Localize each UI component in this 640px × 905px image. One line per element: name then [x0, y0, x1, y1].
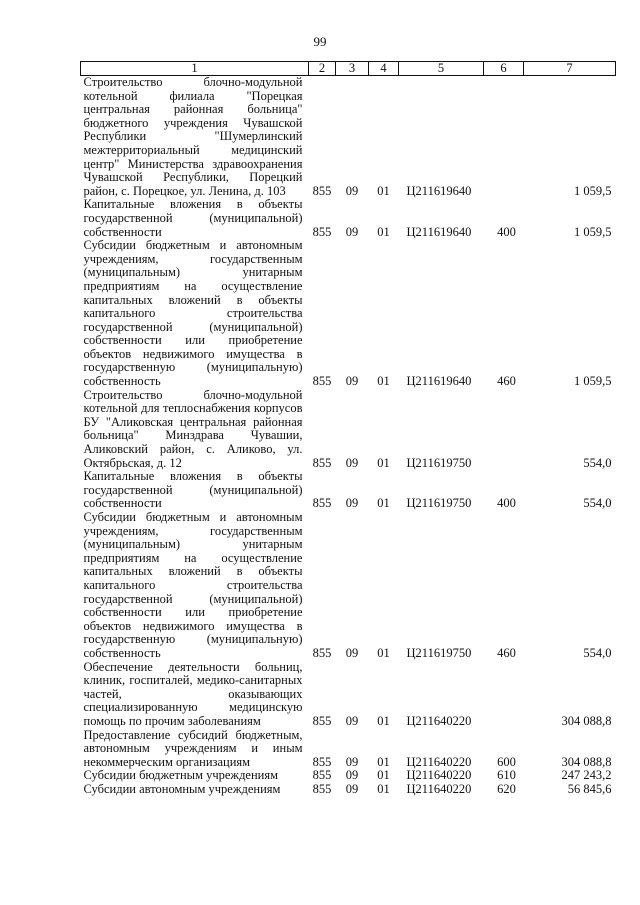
- col-header-4: 4: [369, 62, 399, 76]
- row-admin-code: 855: [312, 713, 332, 728]
- row-admin-code: 855: [312, 496, 332, 511]
- row-expense-type: 400: [497, 224, 516, 239]
- table-row: [81, 769, 616, 783]
- row-name: Строительство блочно-модульной котельной филиала "Порецкая центральная районная больница" бюджетного учреждения Чувашской Республики "Шумерлинский межтерриториальный медицинский центр" Министерства здравоохранения Чувашской Республики, Порецкий район, с. Порецкое, ул. Ленина, д. 103: [83, 75, 303, 198]
- row-subsection: 01: [377, 754, 390, 769]
- budget-table: [80, 61, 616, 796]
- table-row: [81, 198, 616, 239]
- table-row: [81, 76, 616, 199]
- row-admin-code: 855: [312, 455, 332, 470]
- row-expense-type: [484, 76, 524, 199]
- table-row: [81, 511, 616, 661]
- table-row: [81, 661, 616, 729]
- table-row: [81, 783, 616, 797]
- row-expense-type: 460: [497, 374, 516, 389]
- row-amount: 304 088,8: [561, 713, 612, 728]
- row-section: 09: [345, 455, 359, 470]
- row-amount: 554,0: [583, 455, 612, 470]
- row-section: 09: [345, 768, 359, 783]
- col-header-3: 3: [336, 62, 369, 76]
- col-header-7: 7: [524, 62, 616, 76]
- row-target-article: Ц211640220: [406, 713, 472, 728]
- row-admin-code: 855: [312, 645, 332, 660]
- row-amount: 1 059,5: [574, 183, 612, 198]
- table-row: [81, 239, 616, 389]
- row-section: 09: [345, 754, 359, 769]
- table-row: [81, 729, 616, 770]
- row-name: Субсидии автономным учреждениям: [83, 781, 281, 796]
- row-subsection: 01: [377, 645, 390, 660]
- row-amount: 247 243,2: [561, 768, 612, 783]
- row-target-article: Ц211619640: [406, 374, 472, 389]
- row-section: 09: [345, 781, 359, 796]
- row-expense-type: [484, 661, 524, 729]
- col-header-5: 5: [399, 62, 484, 76]
- row-name: Предоставление субсидий бюджетным, автономным учреждениям и иным некоммерческим организациям: [83, 727, 303, 769]
- row-target-article: Ц211619750: [406, 455, 472, 470]
- row-subsection: 01: [377, 455, 390, 470]
- row-admin-code: 855: [312, 374, 332, 389]
- row-subsection: 01: [377, 224, 390, 239]
- row-section: 09: [345, 224, 359, 239]
- row-amount: 56 845,6: [567, 781, 612, 796]
- column-number-header: [81, 62, 616, 76]
- row-expense-type: 600: [497, 754, 516, 769]
- page-number: 99: [313, 34, 327, 49]
- row-section: 09: [345, 496, 359, 511]
- row-expense-type: 460: [497, 645, 516, 660]
- row-name: Капитальные вложения в объекты государственной (муниципальной) собственности: [83, 469, 303, 511]
- row-admin-code: 855: [312, 768, 332, 783]
- row-subsection: 01: [377, 768, 390, 783]
- col-header-2: 2: [309, 62, 336, 76]
- col-header-1: 1: [81, 62, 309, 76]
- row-admin-code: 855: [312, 754, 332, 769]
- row-section: 09: [345, 713, 359, 728]
- row-target-article: Ц211619750: [406, 645, 472, 660]
- row-subsection: 01: [377, 781, 390, 796]
- row-section: 09: [345, 645, 359, 660]
- row-target-article: Ц211619750: [406, 496, 472, 511]
- row-name: Субсидии бюджетным учреждениям: [83, 768, 279, 783]
- row-amount: 1 059,5: [574, 374, 612, 389]
- row-subsection: 01: [377, 183, 390, 198]
- row-amount: 554,0: [583, 645, 612, 660]
- row-name: Субсидии бюджетным и автономным учреждениям, государственным (муниципальным) унитарным предприятиям на осуществление капитальных вложений в объекты капитального строительства государственной (муниципальной) собственности или приобретение объектов недвижимого имущества в государственную (муниципальную) собственность: [83, 238, 303, 389]
- row-subsection: 01: [377, 374, 390, 389]
- row-expense-type: [484, 389, 524, 471]
- row-admin-code: 855: [312, 183, 332, 198]
- row-target-article: Ц211640220: [406, 781, 472, 796]
- row-expense-type: 620: [497, 781, 516, 796]
- row-subsection: 01: [377, 496, 390, 511]
- row-name: Капитальные вложения в объекты государственной (муниципальной) собственности: [83, 197, 303, 239]
- row-admin-code: 855: [312, 781, 332, 796]
- row-target-article: Ц211619640: [406, 183, 472, 198]
- table-row: [81, 470, 616, 511]
- row-amount: 554,0: [583, 496, 612, 511]
- row-section: 09: [345, 374, 359, 389]
- table-row: [81, 389, 616, 471]
- row-section: 09: [345, 183, 359, 198]
- row-target-article: Ц211640220: [406, 768, 472, 783]
- row-name: Субсидии бюджетным и автономным учреждениям, государственным (муниципальным) унитарным предприятиям на осуществление капитальных вложений в объекты капитального строительства государственной (муниципальной) собственности или приобретение объектов недвижимого имущества в государственную (муниципальную) собственность: [83, 510, 303, 660]
- row-name: Обеспечение деятельности больниц, клиник, госпиталей, медико-санитарных частей, оказывающих специализированную медицинскую помощь по прочим заболеваниям: [83, 659, 303, 728]
- row-amount: 304 088,8: [561, 754, 612, 769]
- row-expense-type: 610: [497, 768, 516, 783]
- row-expense-type: 400: [497, 496, 516, 511]
- row-amount: 1 059,5: [574, 224, 612, 239]
- row-name: Строительство блочно-модульной котельной для теплоснабжения корпусов БУ "Аликовская центральная районная больница" Минздрава Чувашии, Аликовский район, с. Аликово, ул. Октябрьская, д. 12: [83, 387, 303, 470]
- row-target-article: Ц211619640: [406, 224, 472, 239]
- row-target-article: Ц211640220: [406, 754, 472, 769]
- col-header-6: 6: [484, 62, 524, 76]
- row-admin-code: 855: [312, 224, 332, 239]
- row-subsection: 01: [377, 713, 390, 728]
